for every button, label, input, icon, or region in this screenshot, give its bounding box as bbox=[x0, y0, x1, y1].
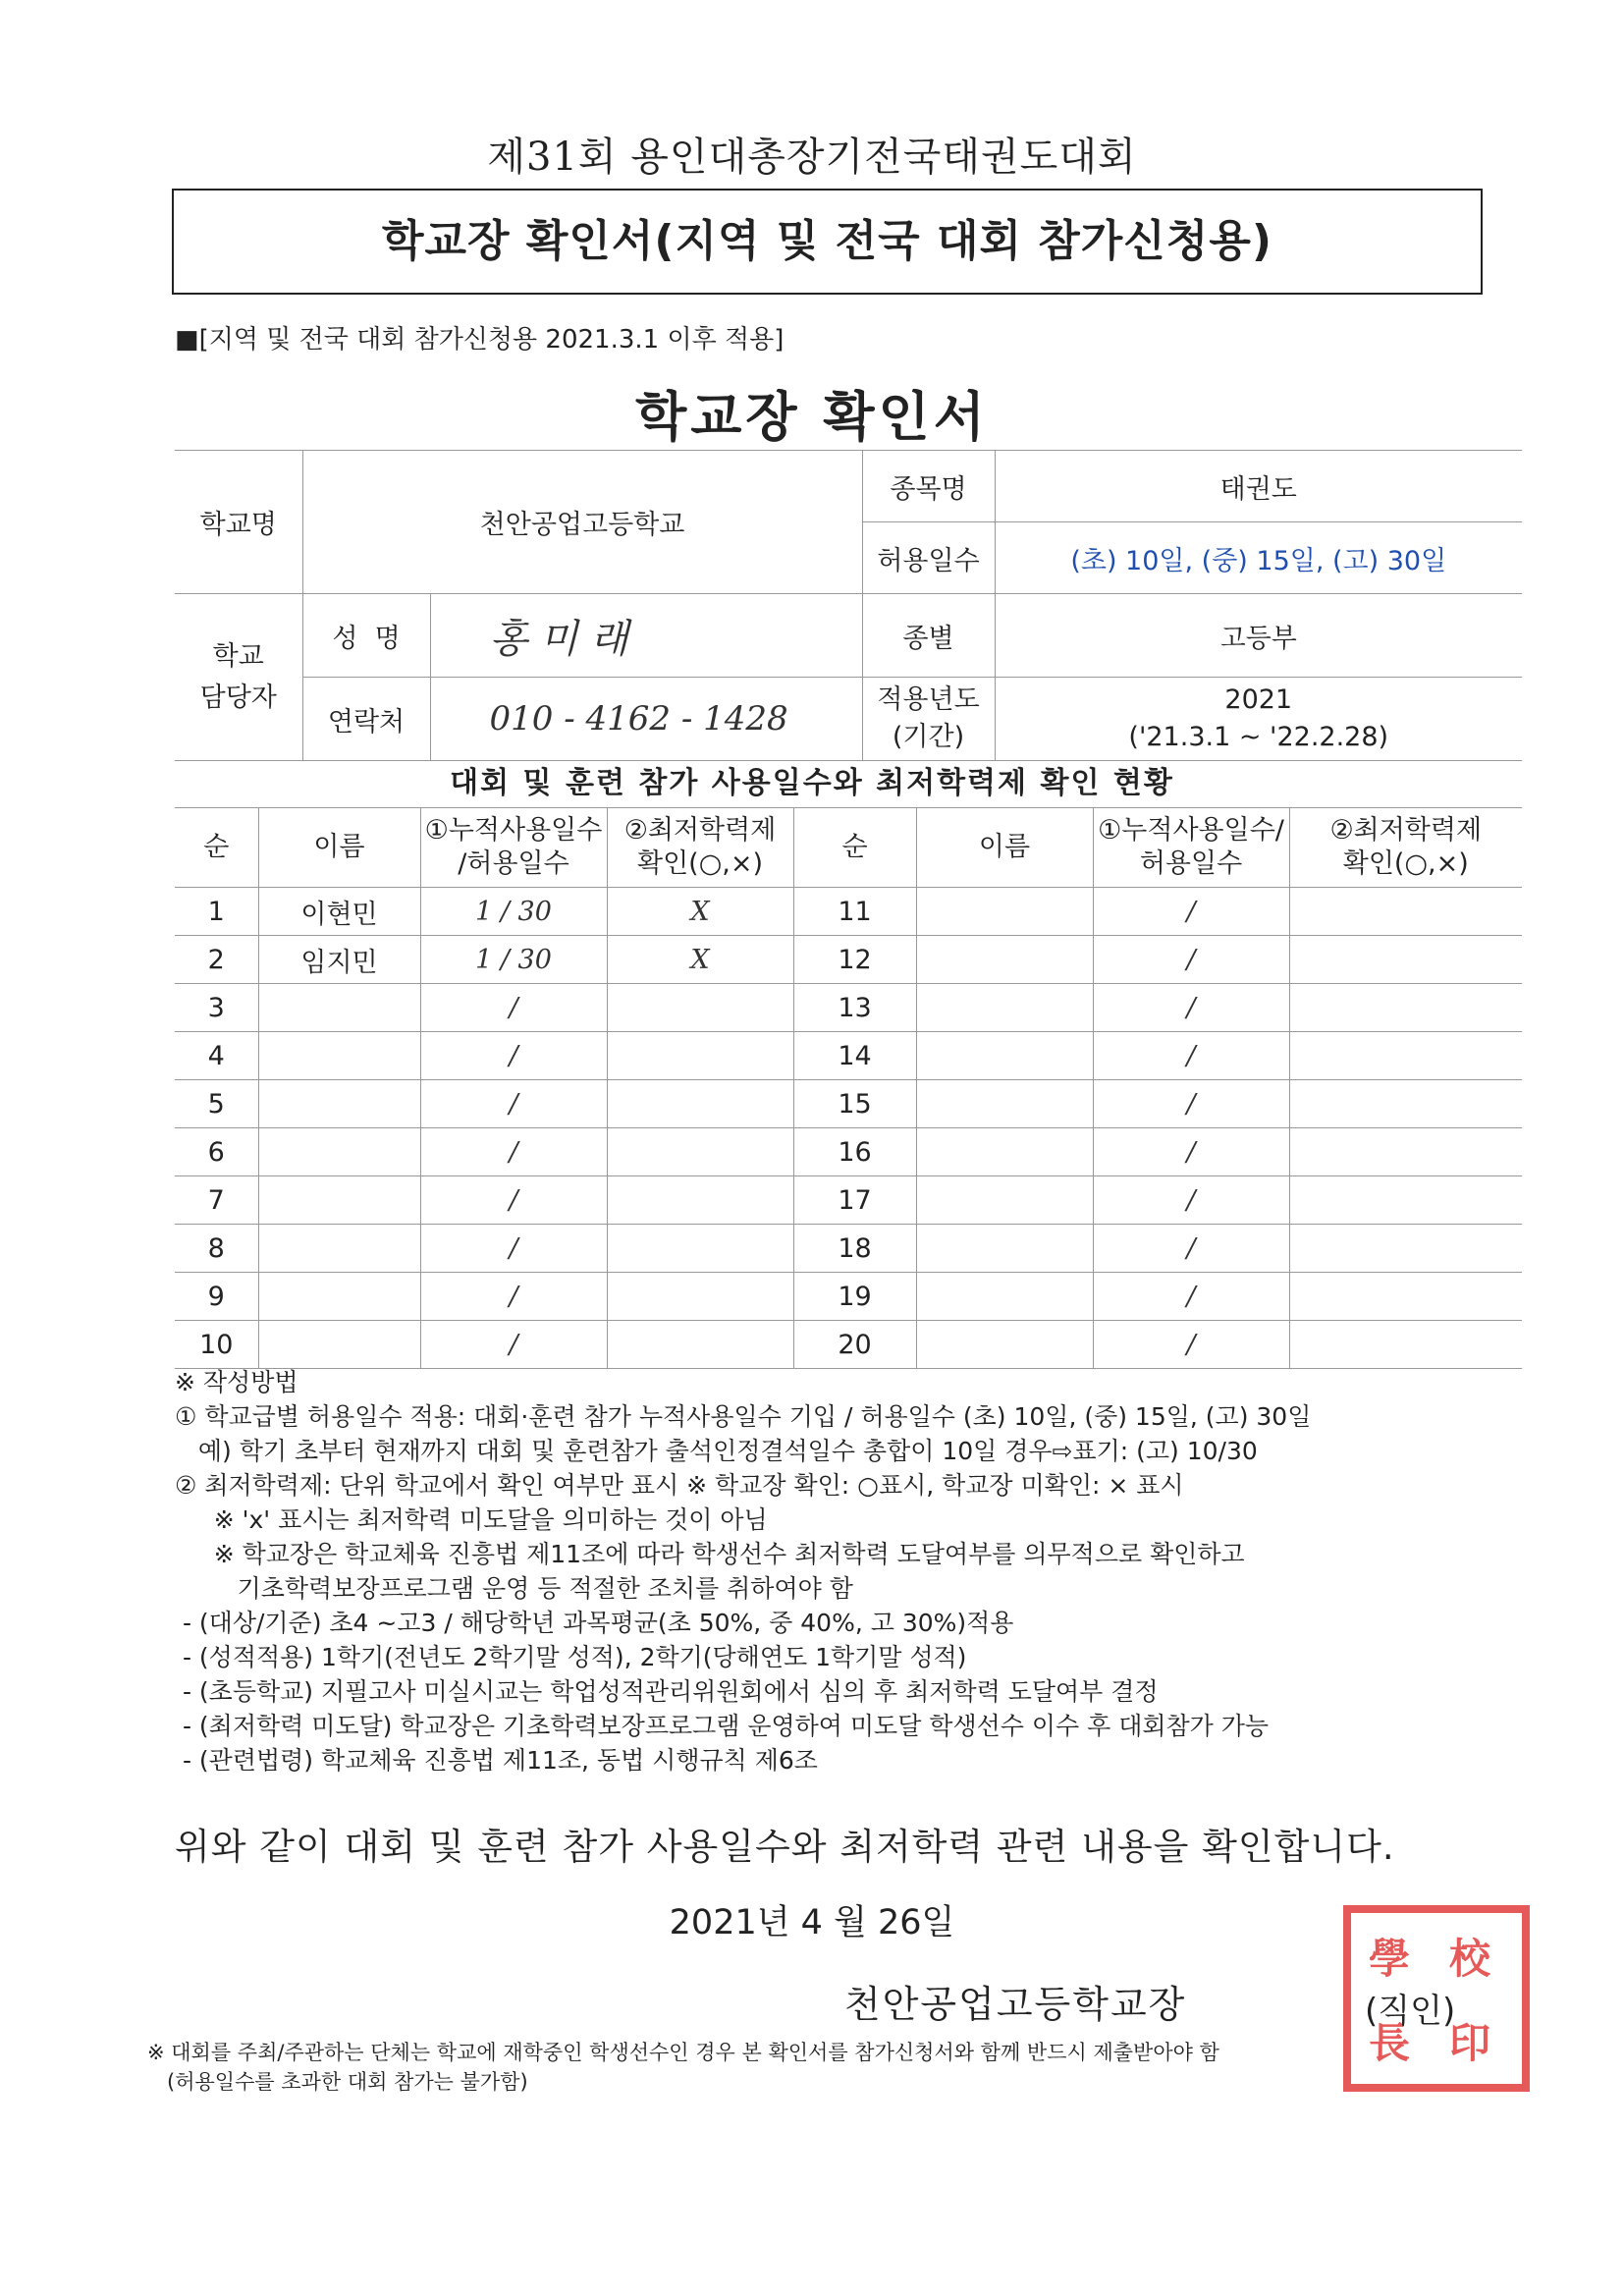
instruction-line: - (초등학교) 지필고사 미실시교는 학업성적관리위원회에서 심의 후 최저학력 도달여부 결정 bbox=[175, 1677, 1159, 1706]
header-days-line2: /허용일수 bbox=[458, 848, 569, 879]
box-title: 학교장 확인서(지역 및 전국 대회 참가신청용) bbox=[382, 216, 1272, 266]
row-number-right: 12 bbox=[793, 936, 916, 984]
title-box bbox=[172, 189, 1483, 295]
header-days-right bbox=[1093, 808, 1289, 888]
row-days: / bbox=[420, 1321, 607, 1369]
row-name-right bbox=[916, 1032, 1093, 1080]
row-name bbox=[258, 1080, 420, 1128]
row-number: 9 bbox=[175, 1273, 258, 1321]
table-row bbox=[175, 1128, 1522, 1176]
row-number-right: 18 bbox=[793, 1225, 916, 1273]
name-label: 성 명 bbox=[302, 594, 430, 678]
row-name bbox=[258, 1321, 420, 1369]
row-number-right: 14 bbox=[793, 1032, 916, 1080]
row-number: 6 bbox=[175, 1128, 258, 1176]
footnote-line2: (허용일수를 초과한 대회 참가는 불가함) bbox=[147, 2070, 528, 2094]
row-name-right bbox=[916, 888, 1093, 936]
year-value: 2021 bbox=[1224, 684, 1293, 715]
row-number: 1 bbox=[175, 888, 258, 936]
year-cell bbox=[995, 678, 1522, 761]
row-check-right bbox=[1289, 1225, 1522, 1273]
row-days: / bbox=[420, 1032, 607, 1080]
table-row bbox=[175, 1321, 1522, 1369]
instruction-line: - (대상/기준) 초4 ~고3 / 해당학년 과목평균(초 50%, 중 40%, 고 30%)적용 bbox=[175, 1609, 1014, 1637]
allowed-days-value: (초) 10일, (중) 15일, (고) 30일 bbox=[995, 522, 1522, 594]
header-name: 이름 bbox=[258, 808, 420, 888]
row-check bbox=[607, 984, 793, 1032]
row-number-right: 20 bbox=[793, 1321, 916, 1369]
row-days-right: / bbox=[1093, 984, 1289, 1032]
manager-name: 홍 미 래 bbox=[430, 594, 862, 678]
row-days-right: / bbox=[1093, 1080, 1289, 1128]
header-check-line2: 확인(○,×) bbox=[637, 848, 763, 879]
row-name-right bbox=[916, 1225, 1093, 1273]
table-row bbox=[175, 1032, 1522, 1080]
header-check-right-line1: ②최저학력제 bbox=[1329, 815, 1483, 846]
row-check-right bbox=[1289, 1273, 1522, 1321]
row-days: / bbox=[420, 1128, 607, 1176]
table-row bbox=[175, 1080, 1522, 1128]
row-number-right: 16 bbox=[793, 1128, 916, 1176]
row-number: 5 bbox=[175, 1080, 258, 1128]
manager-label-line2: 담당자 bbox=[199, 682, 277, 713]
header-no: 순 bbox=[175, 808, 258, 888]
header-check-right bbox=[1289, 808, 1522, 888]
row-name bbox=[258, 1128, 420, 1176]
row-check: X bbox=[607, 936, 793, 984]
table-row bbox=[175, 1273, 1522, 1321]
row-check bbox=[607, 1032, 793, 1080]
row-number: 4 bbox=[175, 1032, 258, 1080]
row-check-right bbox=[1289, 936, 1522, 984]
row-check bbox=[607, 1128, 793, 1176]
instruction-line: - (최저학력 미도달) 학교장은 기초학력보장프로그램 운영하여 미도달 학생선수 이수 후 대회참가 가능 bbox=[175, 1712, 1270, 1740]
row-check bbox=[607, 1080, 793, 1128]
header-check-right-line2: 확인(○,×) bbox=[1342, 848, 1469, 879]
row-check-right bbox=[1289, 1128, 1522, 1176]
division-value: 고등부 bbox=[995, 594, 1522, 678]
confirmation-statement: 위와 같이 대회 및 훈련 참가 사용일수와 최저학력 관련 내용을 확인합니다. bbox=[175, 1826, 1395, 1868]
row-days-right: / bbox=[1093, 1225, 1289, 1273]
row-name-right bbox=[916, 1321, 1093, 1369]
row-name-right bbox=[916, 1128, 1093, 1176]
instruction-line: 기초학력보장프로그램 운영 등 적절한 조치를 취하여야 함 bbox=[175, 1574, 853, 1603]
contact-label: 연락처 bbox=[302, 678, 430, 761]
row-days: / bbox=[420, 1080, 607, 1128]
school-value: 천안공업고등학교 bbox=[302, 451, 862, 594]
table-row bbox=[175, 936, 1522, 984]
row-name-right bbox=[916, 936, 1093, 984]
row-name bbox=[258, 984, 420, 1032]
sport-value: 태권도 bbox=[995, 451, 1522, 522]
row-number: 3 bbox=[175, 984, 258, 1032]
row-check-right bbox=[1289, 1176, 1522, 1225]
instruction-line: 예) 학기 초부터 현재까지 대회 및 훈련참가 출석인정결석일수 총합이 10일 경우⇨표기: (고) 10/30 bbox=[175, 1437, 1258, 1465]
row-check-right bbox=[1289, 1032, 1522, 1080]
info-table bbox=[175, 450, 1522, 761]
row-name-right bbox=[916, 1176, 1093, 1225]
row-check bbox=[607, 1321, 793, 1369]
contact-value: 010 - 4162 - 1428 bbox=[430, 678, 862, 761]
row-number: 10 bbox=[175, 1321, 258, 1369]
footnote bbox=[147, 2038, 1522, 2097]
header-days-right-line1: ①누적사용일수/ bbox=[1098, 815, 1284, 846]
header-days-right-line2: 허용일수 bbox=[1139, 848, 1243, 879]
row-number-right: 13 bbox=[793, 984, 916, 1032]
row-days-right: / bbox=[1093, 888, 1289, 936]
table-row bbox=[175, 984, 1522, 1032]
row-days-right: / bbox=[1093, 1176, 1289, 1225]
status-title: 대회 및 훈련 참가 사용일수와 최저학력제 확인 현황 bbox=[450, 766, 1174, 800]
row-days-right: / bbox=[1093, 1321, 1289, 1369]
instruction-line: - (관련법령) 학교체육 진흥법 제11조, 동법 시행규칙 제6조 bbox=[175, 1746, 818, 1775]
division-label: 종별 bbox=[862, 594, 995, 678]
official-seal-stamp: 學 校 長 印 bbox=[1343, 1905, 1530, 2092]
row-name bbox=[258, 1273, 420, 1321]
row-days-right: / bbox=[1093, 1128, 1289, 1176]
row-days-right: / bbox=[1093, 1273, 1289, 1321]
allowed-days-label: 허용일수 bbox=[862, 522, 995, 594]
applicability-note: ■[지역 및 전국 대회 참가신청용 2021.3.1 이후 적용] bbox=[175, 325, 785, 355]
row-days: / bbox=[420, 1176, 607, 1225]
row-days: 1 / 30 bbox=[420, 936, 607, 984]
athlete-table bbox=[175, 807, 1522, 1369]
seal-label: (직인) bbox=[1365, 1992, 1456, 2031]
row-number: 7 bbox=[175, 1176, 258, 1225]
header-days bbox=[420, 808, 607, 888]
sport-label: 종목명 bbox=[862, 451, 995, 522]
row-days: / bbox=[420, 1273, 607, 1321]
row-name-right bbox=[916, 1273, 1093, 1321]
signature-date: 2021년 4 월 26일 bbox=[669, 1903, 955, 1942]
manager-label-line1: 학교 bbox=[212, 640, 264, 672]
row-number-right: 15 bbox=[793, 1080, 916, 1128]
year-label-line2: (기간) bbox=[892, 722, 965, 752]
row-check-right bbox=[1289, 1321, 1522, 1369]
row-check bbox=[607, 1225, 793, 1273]
row-name-right bbox=[916, 984, 1093, 1032]
table-header-row bbox=[175, 808, 1522, 888]
manager-label bbox=[175, 594, 302, 761]
header-days-line1: ①누적사용일수 bbox=[424, 815, 603, 846]
instructions bbox=[175, 1365, 1530, 1777]
row-days-right: / bbox=[1093, 1032, 1289, 1080]
header-name-right: 이름 bbox=[916, 808, 1093, 888]
row-check-right bbox=[1289, 1080, 1522, 1128]
principal-name: 천안공업고등학교장 bbox=[844, 1983, 1187, 2026]
row-check-right bbox=[1289, 888, 1522, 936]
row-name bbox=[258, 1032, 420, 1080]
row-check bbox=[607, 1273, 793, 1321]
table-row bbox=[175, 1225, 1522, 1273]
instruction-line: ② 최저학력제: 단위 학교에서 확인 여부만 표시 ※ 학교장 확인: ○표시, 학교장 미확인: × 표시 bbox=[175, 1471, 1184, 1500]
row-name bbox=[258, 1225, 420, 1273]
header-no-right: 순 bbox=[793, 808, 916, 888]
row-check bbox=[607, 1176, 793, 1225]
row-name: 이현민 bbox=[258, 888, 420, 936]
footnote-line1: ※ 대회를 주최/주관하는 단체는 학교에 재학중인 학생선수인 경우 본 확인서를 참가신청서와 함께 반드시 제출받아야 함 bbox=[147, 2041, 1219, 2064]
row-name: 임지민 bbox=[258, 936, 420, 984]
row-number: 2 bbox=[175, 936, 258, 984]
row-check: X bbox=[607, 888, 793, 936]
instruction-line: ① 학교급별 허용일수 적용: 대회·훈련 참가 누적사용일수 기입 / 허용일수 (초) 10일, (중) 15일, (고) 30일 bbox=[175, 1402, 1312, 1431]
school-label: 학교명 bbox=[175, 451, 302, 594]
row-days: / bbox=[420, 1225, 607, 1273]
row-days: 1 / 30 bbox=[420, 888, 607, 936]
header-check bbox=[607, 808, 793, 888]
row-number-right: 11 bbox=[793, 888, 916, 936]
row-number-right: 17 bbox=[793, 1176, 916, 1225]
year-label-line1: 적용년도 bbox=[877, 684, 980, 715]
table-row bbox=[175, 1176, 1522, 1225]
instruction-line: ※ 학교장은 학교체육 진흥법 제11조에 따라 학생선수 최저학력 도달여부를 의무적으로 확인하고 bbox=[175, 1540, 1245, 1568]
table-row bbox=[175, 888, 1522, 936]
year-label bbox=[862, 678, 995, 761]
instruction-line: ※ 작성방법 bbox=[175, 1368, 298, 1396]
row-days-right: / bbox=[1093, 936, 1289, 984]
row-number: 8 bbox=[175, 1225, 258, 1273]
row-name-right bbox=[916, 1080, 1093, 1128]
row-number-right: 19 bbox=[793, 1273, 916, 1321]
row-days: / bbox=[420, 984, 607, 1032]
row-name bbox=[258, 1176, 420, 1225]
instruction-line: - (성적적용) 1학기(전년도 2학기말 성적), 2학기(당해연도 1학기말 성적) bbox=[175, 1643, 967, 1671]
period-value: ('21.3.1 ~ '22.2.28) bbox=[1128, 722, 1389, 752]
header-check-line1: ②최저학력제 bbox=[623, 815, 777, 846]
document-title: 학교장 확인서 bbox=[635, 386, 989, 448]
event-title: 제31회 용인대총장기전국태권도대회 bbox=[487, 135, 1137, 180]
row-check-right bbox=[1289, 984, 1522, 1032]
instruction-line: ※ 'x' 표시는 최저학력 미도달을 의미하는 것이 아님 bbox=[175, 1505, 768, 1534]
